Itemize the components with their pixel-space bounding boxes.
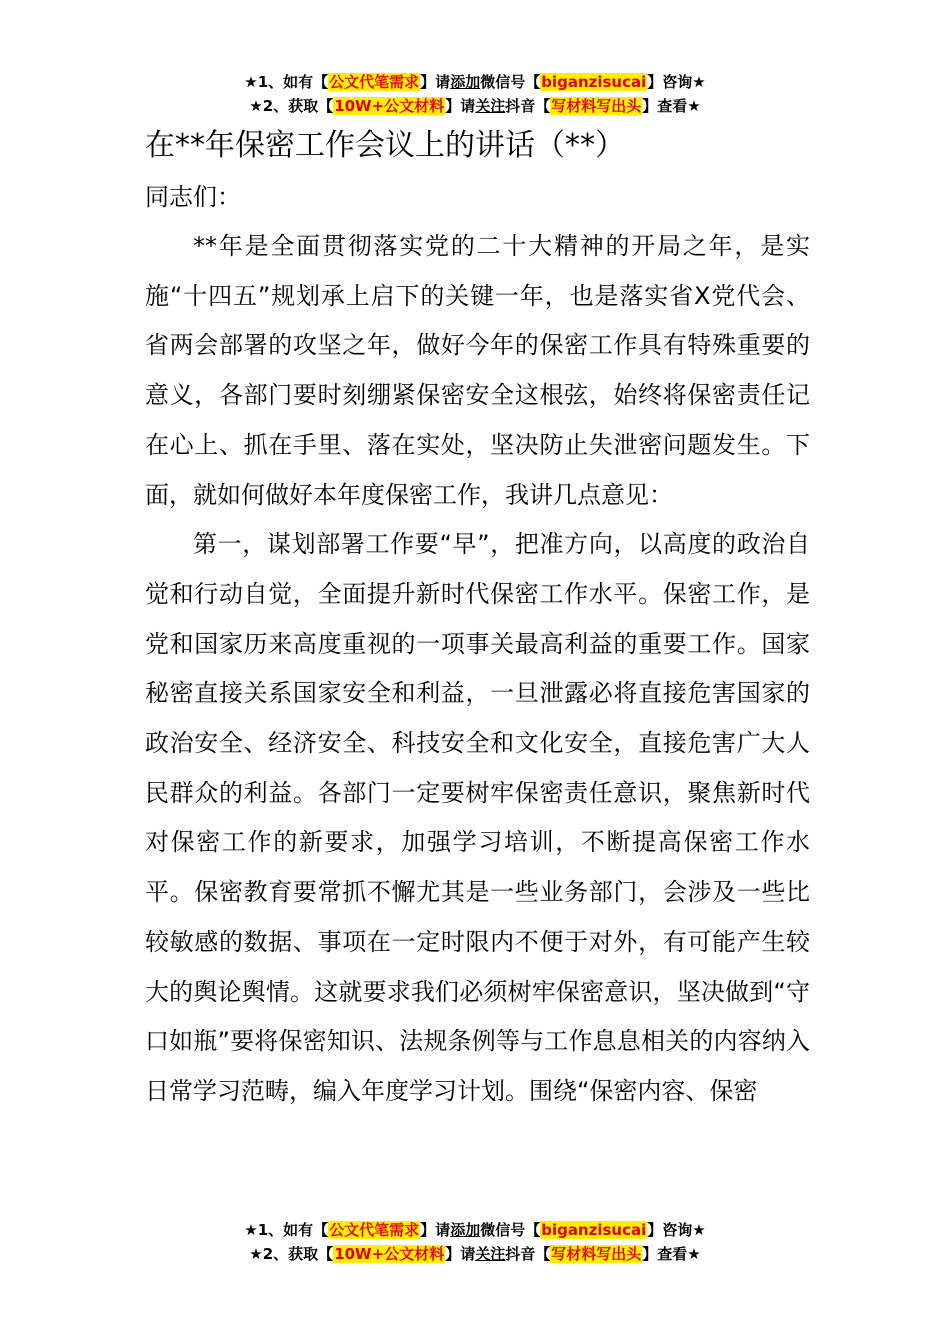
header-line-1 <box>0 70 950 94</box>
wechat-id-highlight: biganzisucai <box>541 1221 647 1239</box>
document-title: 在**年保密工作会议上的讲话（**） <box>145 128 625 163</box>
footer-line-2-text: 】请 <box>445 1245 476 1263</box>
footer-line-2-text: 】查看★ <box>642 1245 701 1263</box>
header-line-1-text: 】咨询★ <box>647 73 706 91</box>
header-line-2-text: ★2、获取【 <box>249 97 334 115</box>
add-link[interactable]: 添加 <box>450 73 481 91</box>
footer-line-2 <box>0 1242 950 1266</box>
greeting: 同志们： <box>145 183 241 211</box>
document-body <box>145 120 810 1117</box>
paragraph: **年是全面贯彻落实党的二十大精神的开局之年，是实施“十四五”规划承上启下的关键一年，也是落实省X党代会、省两会部署的攻坚之年，做好今年的保密工作具有特殊重要的意义，各部门要时刻绷紧保密安全这根弦，始终将保密责任记在心上、抓在手里、落在实处，坚决防止失泄密问题发生。下面，就如何做好本年度保密工作，我讲几点意见： <box>145 232 810 509</box>
header-line-2-text: 】查看★ <box>642 97 701 115</box>
header-line-1-text: 微信号【 <box>480 73 541 91</box>
add-link[interactable]: 添加 <box>450 1221 481 1239</box>
footer-banner <box>0 1218 950 1266</box>
materials-highlight: 10W+公文材料 <box>334 1245 445 1263</box>
footer-line-1-text: ★1、如有【 <box>244 1221 329 1239</box>
douyin-id-highlight: 写材料写出头 <box>551 97 642 115</box>
footer-line-2-text: ★2、获取【 <box>249 1245 334 1263</box>
service-highlight: 公文代笔需求 <box>329 1221 420 1239</box>
footer-line-1-text: 】请 <box>420 1221 451 1239</box>
header-banner <box>0 70 950 118</box>
footer-line-1 <box>0 1218 950 1242</box>
footer-line-1-text: 】咨询★ <box>647 1221 706 1239</box>
paragraph: 第一，谋划部署工作要“早”，把准方向，以高度的政治自觉和行动自觉，全面提升新时代保密工作水平。保密工作，是党和国家历来高度重视的一项事关最高利益的重要工作。国家秘密直接关系国家安全和利益，一旦泄露必将直接危害国家的政治安全、经济安全、科技安全和文化安全，直接危害广大人民群众的利益。各部门一定要树牢保密责任意识，聚焦新时代对保密工作的新要求，加强学习培训，不断提高保密工作水平。保密教育要常抓不懈尤其是一些业务部门，会涉及一些比较敏感的数据、事项在一定时限内不便于对外，有可能产生较大的舆论舆情。这就要求我们必须树牢保密意识，坚决做到“守口如瓶”要将保密知识、法规条例等与工作息息相关的内容纳入日常学习范畴，编入年度学习计划。围绕“保密内容、保密 <box>145 530 810 1105</box>
footer-line-1-text: 微信号【 <box>480 1221 541 1239</box>
header-line-2 <box>0 94 950 118</box>
materials-highlight: 10W+公文材料 <box>334 97 445 115</box>
header-line-1-text: 】请 <box>420 73 451 91</box>
footer-line-2-text: 抖音【 <box>505 1245 551 1263</box>
header-line-1-text: ★1、如有【 <box>244 73 329 91</box>
header-line-2-text: 抖音【 <box>505 97 551 115</box>
header-line-2-text: 】请 <box>445 97 476 115</box>
service-highlight: 公文代笔需求 <box>329 73 420 91</box>
douyin-id-highlight: 写材料写出头 <box>551 1245 642 1263</box>
follow-link[interactable]: 关注 <box>475 1245 506 1263</box>
wechat-id-highlight: biganzisucai <box>541 73 647 91</box>
follow-link[interactable]: 关注 <box>475 97 506 115</box>
